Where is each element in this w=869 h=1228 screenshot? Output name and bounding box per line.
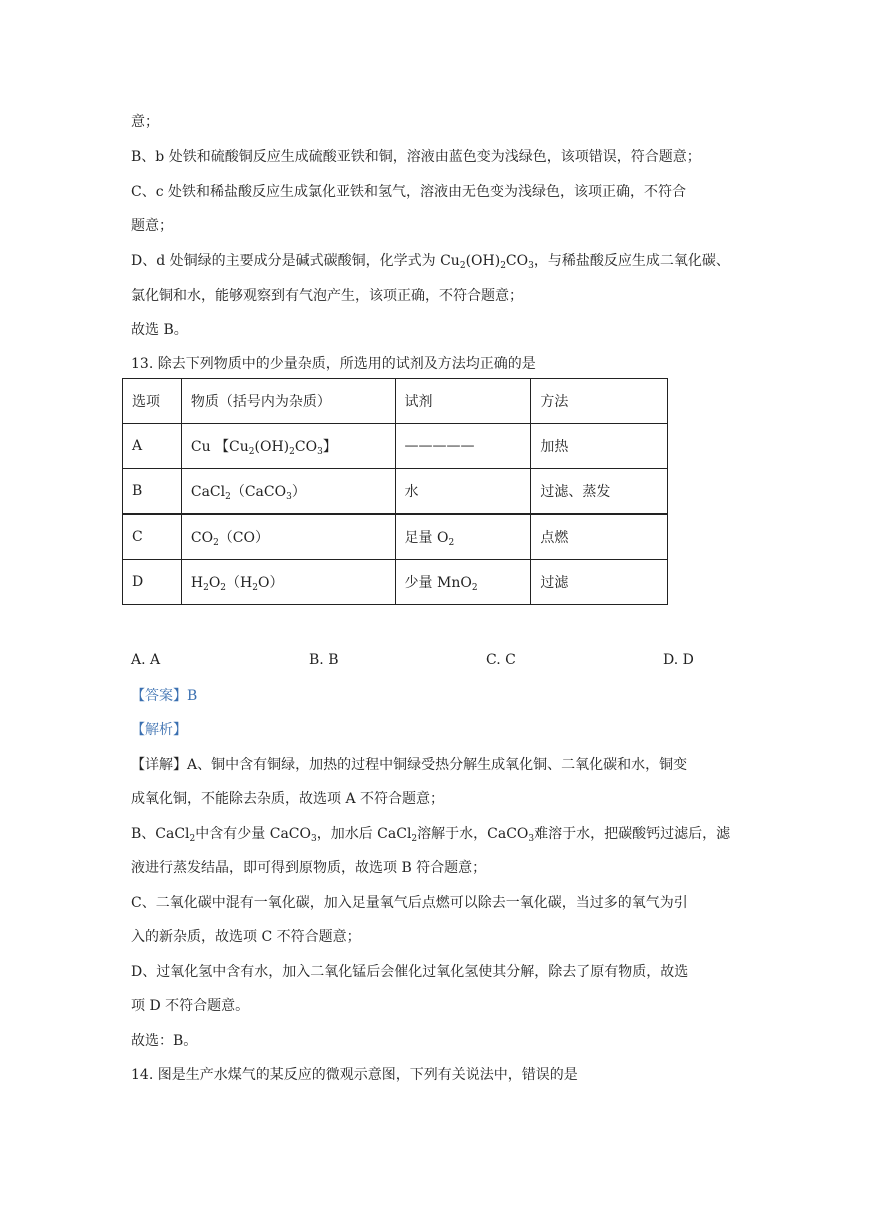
subscript: 3 <box>310 834 317 844</box>
choice-c: C. C <box>486 652 516 668</box>
text-segment: (OH) <box>254 439 290 455</box>
choice-b: B. B <box>309 652 339 668</box>
text-segment: ） <box>291 484 306 500</box>
question-13: 13. 除去下列物质中的少量杂质，所选用的试剂及方法均正确的是 <box>131 356 536 372</box>
text-segment: Cu 【Cu <box>190 439 249 455</box>
text-segment: ，与稀盐酸反应生成二氧化碳、 <box>533 253 730 269</box>
text-line <box>131 824 730 844</box>
analysis-label: 【解析】 <box>131 722 187 738</box>
text-segment: （CO） <box>218 530 269 546</box>
table-cell <box>395 514 531 560</box>
text-segment: ，加水后 CaCl <box>316 826 412 842</box>
text-line: 题意； <box>131 218 173 234</box>
text-segment: （H <box>226 575 253 591</box>
text-segment: O） <box>257 575 284 591</box>
table-header-row <box>123 379 668 424</box>
text-line: 入的新杂质，故选项 C 不符合题意； <box>131 929 361 945</box>
table-cell <box>395 560 531 605</box>
subscript: 2 <box>500 261 506 271</box>
table-header-cell: 选项 <box>123 379 182 424</box>
table-cell: 过滤、蒸发 <box>531 469 668 515</box>
subscript: 2 <box>471 583 478 593</box>
text-segment: 溶解于水，CaCO <box>417 826 529 842</box>
subscript: 3 <box>317 447 323 457</box>
choice-a: A. A <box>131 652 161 668</box>
table-header-cell: 方法 <box>531 379 668 424</box>
answer-label: 【答案】B <box>131 688 198 704</box>
text-segment: B、CaCl <box>131 826 190 842</box>
question-14: 14. 图是生产水煤气的某反应的微观示意图，下列有关说法中，错误的是 <box>131 1067 578 1083</box>
subscript: 2 <box>213 538 219 548</box>
text-segment: 难溶于水，把碳酸钙过滤后，滤 <box>534 826 731 842</box>
table-cell: D <box>123 560 182 605</box>
text-line: C、二氧化碳中混有一氧化碳，加入足量氧气后点燃可以除去一氧化碳，当过多的氧气为引 <box>131 895 688 911</box>
table-row <box>123 514 668 560</box>
table-cell <box>181 514 395 560</box>
table-cell: 过滤 <box>531 560 668 605</box>
text-line: D、过氧化氢中含有水，加入二氧化锰后会催化过氧化氢使其分解，除去了原有物质，故选 <box>131 964 689 980</box>
text-line <box>131 251 730 271</box>
table-row <box>123 560 668 605</box>
text-line: B、b 处铁和硫酸铜反应生成硫酸亚铁和铜，溶液由蓝色变为浅绿色，该项错误，符合题意； <box>131 149 701 165</box>
table-cell: 点燃 <box>531 514 668 560</box>
table-cell <box>181 424 395 469</box>
text-line: 意； <box>131 114 159 130</box>
text-line: 氯化铜和水，能够观察到有气泡产生，该项正确，不符合题意； <box>131 288 523 304</box>
table-cell: 加热 <box>531 424 668 469</box>
table-cell: 水 <box>395 469 531 515</box>
text-line: 项 D 不符合题意。 <box>131 998 250 1014</box>
text-segment: D、d 处铜绿的主要成分是碱式碳酸铜，化学式为 Cu <box>131 253 460 269</box>
subscript: 2 <box>225 492 231 502</box>
subscript: 3 <box>528 834 535 844</box>
text-segment: (OH) <box>465 253 501 269</box>
text-segment: H <box>190 575 204 591</box>
text-segment: 中含有少量 CaCO <box>195 826 311 842</box>
subscript: 2 <box>411 834 418 844</box>
subscript: 2 <box>459 261 466 271</box>
text-line: C、c 处铁和稀盐酸反应生成氯化亚铁和氢气，溶液由无色变为浅绿色，该项正确，不符合 <box>131 184 687 200</box>
text-line: 液进行蒸发结晶，即可得到原物质，故选项 B 符合题意； <box>131 860 487 876</box>
text-segment: CO <box>505 253 529 269</box>
text-segment: 少量 MnO <box>404 575 472 591</box>
text-line: 故选：B。 <box>131 1033 198 1049</box>
table-cell: C <box>123 514 182 560</box>
subscript: 2 <box>203 583 209 593</box>
text-segment: CO <box>294 439 318 455</box>
table-cell: B <box>123 469 182 515</box>
text-segment: O <box>208 575 221 591</box>
table-cell: ————— <box>395 424 531 469</box>
text-line: 【详解】A、铜中含有铜绿，加热的过程中铜绿受热分解生成氧化铜、二氧化碳和水，铜变 <box>131 757 688 773</box>
table-cell: A <box>123 424 182 469</box>
text-segment: 】 <box>322 439 337 455</box>
subscript: 2 <box>289 447 295 457</box>
table-header-cell: 物质（括号内为杂质） <box>181 379 395 424</box>
subscript: 3 <box>286 492 292 502</box>
text-line: 故选 B。 <box>131 322 188 338</box>
text-segment: （CaCO <box>230 484 287 500</box>
table-cell <box>181 560 395 605</box>
text-line: 成氧化铜，不能除去杂质，故选项 A 不符合题意； <box>131 791 445 807</box>
subscript: 2 <box>220 583 227 593</box>
table-row <box>123 469 668 515</box>
text-segment: CO <box>190 530 214 546</box>
subscript: 2 <box>252 583 258 593</box>
table-header-cell: 试剂 <box>395 379 531 424</box>
text-segment: CaCl <box>190 484 226 500</box>
choice-d: D. D <box>663 652 694 668</box>
subscript: 2 <box>248 447 255 457</box>
text-segment: 足量 O <box>404 530 449 546</box>
subscript: 2 <box>448 538 455 548</box>
table-row <box>123 424 668 469</box>
options-table <box>122 378 668 605</box>
subscript: 3 <box>528 261 534 271</box>
subscript: 2 <box>189 834 196 844</box>
table-cell <box>181 469 395 515</box>
